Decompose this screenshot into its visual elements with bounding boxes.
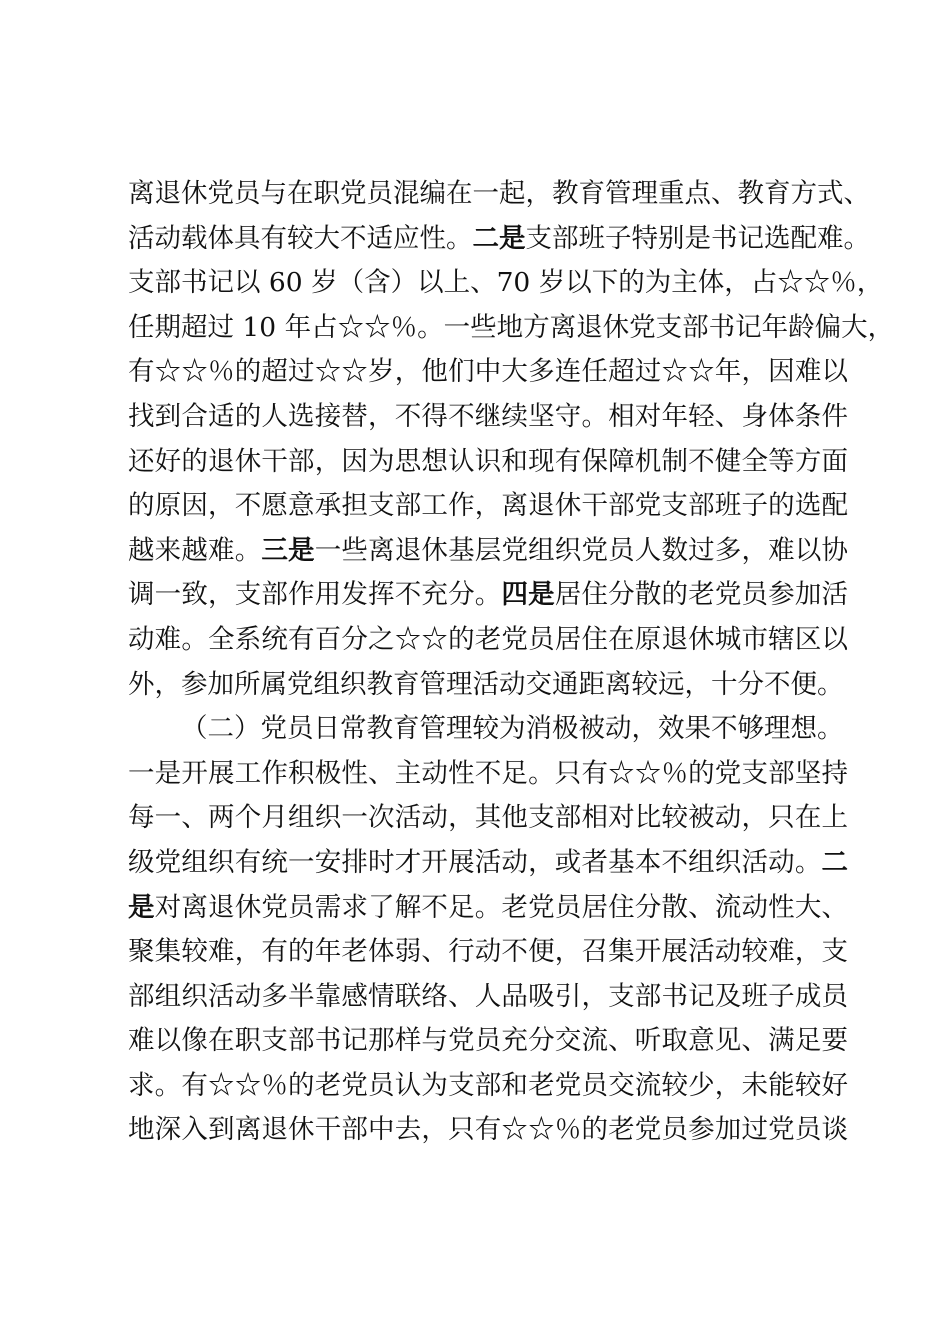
text-line — [128, 1064, 848, 1109]
document-body — [128, 172, 895, 1153]
text-line — [128, 440, 848, 485]
text-segment: 支部班子特别是书记选配难。 — [525, 222, 870, 254]
bold-lead-phrase: 二 — [821, 846, 848, 878]
text-segment: 活动载体具有较大不适应性。 — [128, 222, 473, 254]
text-segment: 一是开展工作积极性、主动性不足。只有☆☆％的党支部坚持 — [128, 757, 848, 789]
text-line — [128, 796, 848, 841]
text-line — [128, 1108, 848, 1153]
text-segment: 聚集较难，有的年老体弱、行动不便，召集开展活动较难，支 — [128, 936, 848, 968]
text-line — [128, 1019, 848, 1064]
text-line — [128, 975, 848, 1020]
text-segment: 难以像在职支部书记那样与党员充分交流、听取意见、满足要 — [128, 1025, 848, 1057]
text-segment: 一些离退休基层党组织党员人数过多，难以协 — [314, 534, 849, 566]
text-line — [128, 573, 848, 618]
text-segment: 级党组织有统一安排时才开展活动，或者基本不组织活动。 — [128, 846, 822, 878]
text-line — [128, 217, 870, 262]
text-segment: 地深入到离退休干部中去，只有☆☆％的老党员参加过党员谈 — [128, 1114, 848, 1146]
text-line — [128, 930, 848, 975]
text-segment: 调一致，支部作用发挥不充分。 — [128, 579, 502, 611]
text-segment: 求。有☆☆％的老党员认为支部和老党员交流较少，未能较好 — [128, 1069, 848, 1101]
text-line — [128, 618, 848, 663]
text-line — [128, 663, 848, 708]
text-line — [128, 841, 848, 886]
bold-lead-phrase: 四是 — [501, 579, 555, 611]
text-line — [128, 261, 884, 306]
text-segment: 还好的退休干部，因为思想认识和现有保障机制不健全等方面 — [128, 445, 848, 477]
text-line — [128, 395, 848, 440]
text-segment: （二）党员日常教育管理较为消极被动，效果不够理想。 — [181, 713, 844, 745]
text-segment: 每一、两个月组织一次活动，其他支部相对比较被动，只在上 — [128, 802, 848, 834]
text-line — [128, 350, 848, 395]
bold-lead-phrase: 二是 — [472, 222, 526, 254]
text-segment: 任期超过 10 年占☆☆％。一些地方离退休党支部书记年龄偏大， — [128, 311, 895, 343]
text-line — [128, 306, 895, 351]
text-line — [128, 484, 848, 529]
text-line — [128, 529, 848, 574]
text-segment: 动难。全系统有百分之☆☆的老党员居住在原退休城市辖区以 — [128, 623, 848, 655]
bold-lead-phrase: 三是 — [261, 534, 315, 566]
text-segment: 外，参加所属党组织教育管理活动交通距离较远，十分不便。 — [128, 668, 844, 700]
text-segment: 找到合适的人选接替，不得不继续坚守。相对年轻、身体条件 — [128, 400, 848, 432]
text-segment: 越来越难。 — [128, 534, 262, 566]
text-line — [128, 886, 848, 931]
text-line — [128, 172, 870, 217]
text-segment: 支部书记以 60 岁（含）以上、70 岁以下的为主体，占☆☆％， — [128, 267, 884, 299]
text-segment: 部组织活动多半靠感情联络、人品吸引，支部书记及班子成员 — [128, 980, 848, 1012]
text-segment: 离退休党员与在职党员混编在一起，教育管理重点、教育方式、 — [128, 178, 870, 209]
text-segment: 的原因，不愿意承担支部工作，离退休干部党支部班子的选配 — [128, 490, 848, 522]
text-segment: 对离退休党员需求了解不足。老党员居住分散、流动性大、 — [154, 891, 849, 923]
text-line — [128, 752, 848, 797]
bold-lead-phrase: 是 — [128, 891, 155, 923]
text-segment: 居住分散的老党员参加活 — [554, 579, 849, 611]
text-line — [128, 707, 848, 752]
text-segment: 有☆☆％的超过☆☆岁，他们中大多连任超过☆☆年，因难以 — [128, 356, 848, 388]
